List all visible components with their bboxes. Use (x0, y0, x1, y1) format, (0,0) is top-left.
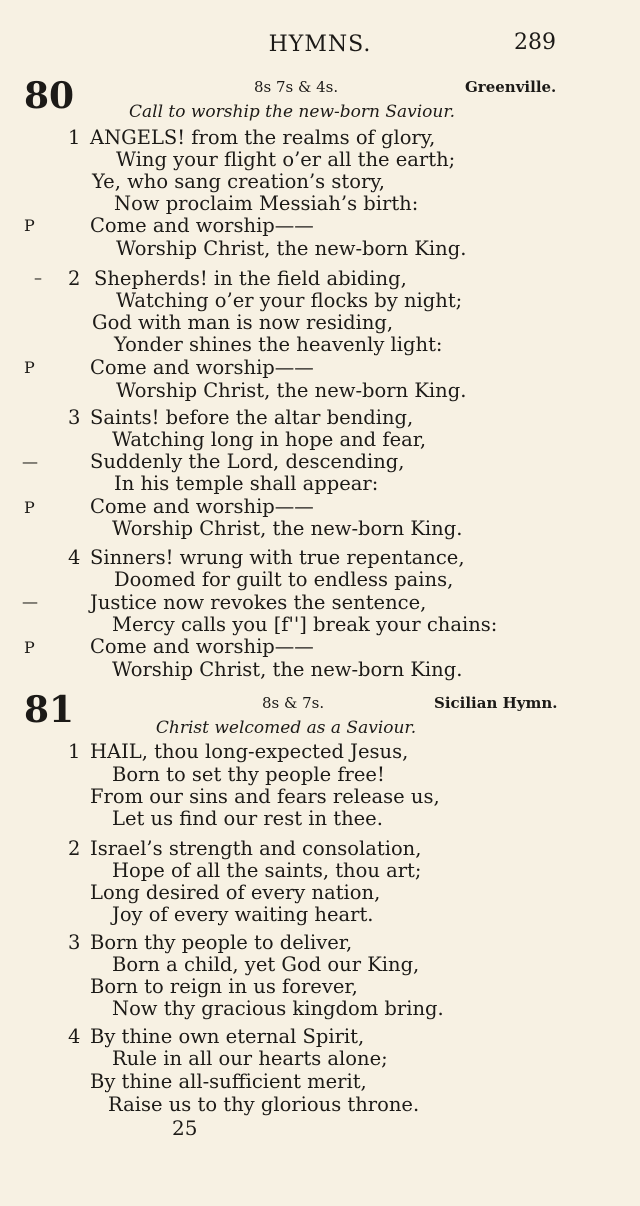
hymn-line: Come and worship—— (90, 635, 314, 658)
signature-mark: 25 (172, 1116, 198, 1140)
hymn-line: In his temple shall appear: (114, 472, 379, 495)
hymn-line: HAIL, thou long-expected Jesus, (90, 740, 409, 763)
hymn-80-meter: 8s 7s & 4s. (254, 78, 339, 96)
hymn-line: Watching o’er your flocks by night; (116, 289, 463, 312)
verse-number: 4 (68, 1025, 81, 1048)
hymn-line: Born to reign in us forever, (90, 975, 358, 998)
hymn-line: Rule in all our hearts alone; (112, 1047, 388, 1070)
dynamic-mark: P (24, 216, 35, 235)
hymn-line: Now thy gracious kingdom bring. (112, 997, 444, 1020)
hymn-line: Worship Christ, the new-born King. (116, 237, 467, 260)
hymn-81-tune: Sicilian Hymn. (434, 694, 558, 712)
hymn-line: Joy of every waiting heart. (112, 903, 374, 926)
verse-number: 3 (68, 406, 81, 429)
hymn-line: Born thy people to deliver, (90, 931, 353, 954)
hymn-81-meter: 8s & 7s. (262, 694, 325, 712)
hymn-line: Watching long in hope and fear, (112, 428, 427, 451)
hymn-line: Saints! before the altar bending, (90, 406, 414, 429)
verse-number: 1 (68, 740, 81, 763)
hymn-line: Worship Christ, the new-born King. (116, 379, 467, 402)
verse-number: 4 (68, 546, 81, 569)
verse-number: 2 (68, 267, 81, 290)
page-number: 289 (514, 30, 556, 55)
verse-number: 1 (68, 126, 81, 149)
hymn-line: Suddenly the Lord, descending, (90, 450, 405, 473)
dynamic-mark: – (34, 268, 42, 287)
hymn-line: Ye, who sang creation’s story, (92, 170, 385, 193)
hymn-line: Now proclaim Messiah’s birth: (114, 192, 419, 215)
hymn-line: Hope of all the saints, thou art; (112, 859, 422, 882)
hymn-line: Worship Christ, the new-born King. (112, 658, 463, 681)
hymn-line: Shepherds! in the field abiding, (94, 267, 407, 290)
hymn-line: Wing your flight o’er all the earth; (116, 148, 456, 171)
hymn-line: Come and worship—— (90, 214, 314, 237)
hymn-line: By thine own eternal Spirit, (90, 1025, 365, 1048)
hymn-81-subtitle: Christ welcomed as a Saviour. (155, 718, 417, 738)
hymn-line: Raise us to thy glorious throne. (108, 1093, 420, 1116)
hymn-line: Born to set thy people free! (112, 763, 385, 786)
verse-number: 3 (68, 931, 81, 954)
hymn-line: Mercy calls you [f''] break your chains: (112, 613, 498, 636)
hymn-line: Sinners! wrung with true repentance, (90, 546, 465, 569)
running-head: HYMNS. (268, 32, 372, 57)
hymn-80-tune: Greenville. (465, 78, 557, 96)
hymn-line: Long desired of every nation, (90, 881, 381, 904)
dynamic-mark: — (22, 452, 38, 471)
hymn-80-subtitle: Call to worship the new-born Saviour. (128, 102, 455, 122)
hymn-line: Come and worship—— (90, 495, 314, 518)
hymn-81-number: 81 (24, 689, 75, 731)
dynamic-mark: — (22, 592, 38, 611)
dynamic-mark: P (24, 498, 35, 517)
hymn-line: From our sins and fears release us, (90, 785, 440, 808)
hymn-line: Israel’s strength and consolation, (90, 837, 422, 860)
hymn-line: Doomed for guilt to endless pains, (114, 568, 454, 591)
dynamic-mark: P (24, 358, 35, 377)
hymn-line: Justice now revokes the sentence, (90, 591, 427, 614)
hymn-line: Come and worship—— (90, 356, 314, 379)
hymn-line: Let us find our rest in thee. (112, 807, 383, 830)
hymn-line: God with man is now residing, (92, 311, 394, 334)
hymn-line: Yonder shines the heavenly light: (114, 333, 443, 356)
dynamic-mark: P (24, 638, 35, 657)
hymn-line: Born a child, yet God our King, (112, 953, 420, 976)
hymn-80-number: 80 (24, 75, 75, 117)
hymn-line: ANGELS! from the realms of glory, (90, 126, 436, 149)
verse-number: 2 (68, 837, 81, 860)
hymn-line: By thine all-sufficient merit, (90, 1070, 367, 1093)
hymn-line: Worship Christ, the new-born King. (112, 517, 463, 540)
